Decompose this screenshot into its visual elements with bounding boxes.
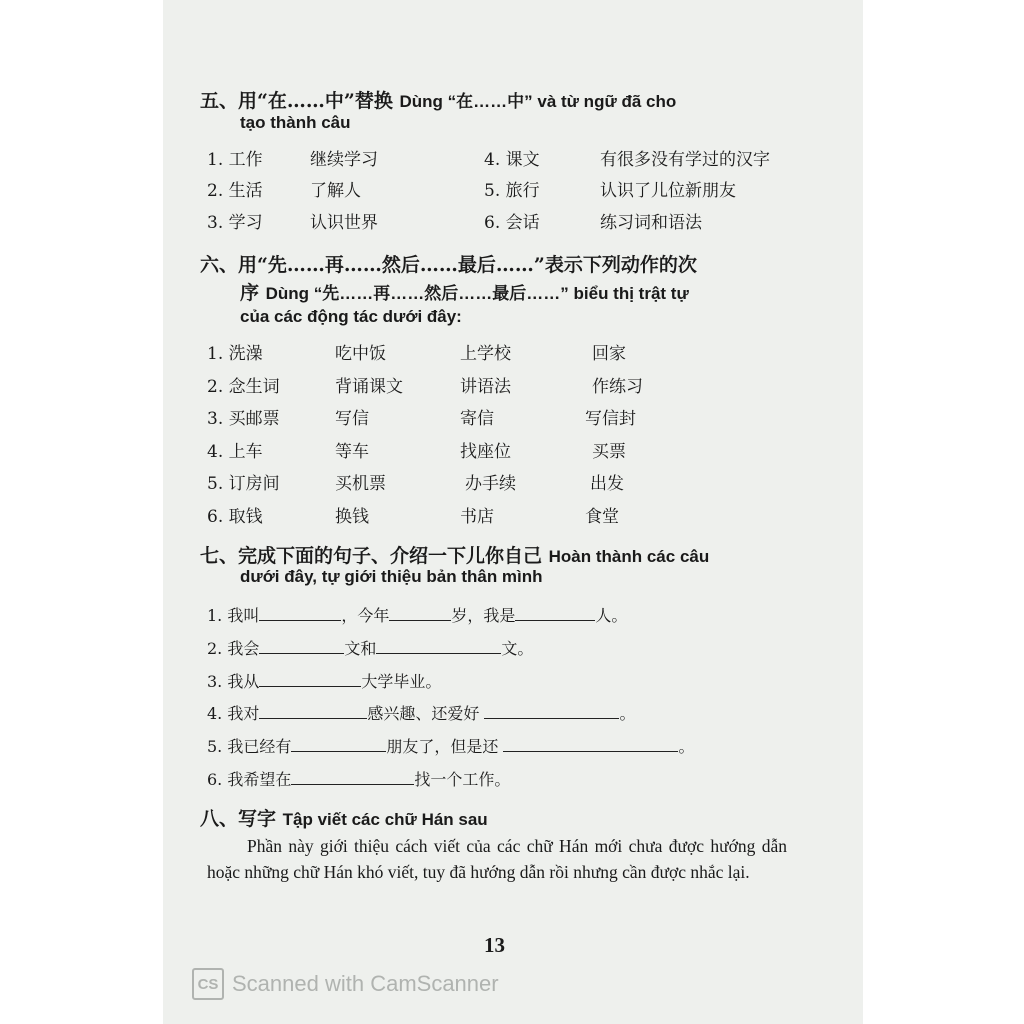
exercise-5-item: 3. 学习 — [207, 213, 263, 233]
exercise-6-item: 办手续 — [465, 474, 516, 495]
exercise-6-item: 买机票 — [335, 474, 386, 495]
sentence-text: 。 — [678, 737, 695, 757]
section-8-paragraph — [207, 834, 787, 885]
section-7-title-vi-cont: dưới đây, tự giới thiệu bản thân mình — [240, 567, 543, 586]
fill-in-blank[interactable] — [515, 606, 595, 621]
exercise-7-sentence — [207, 701, 635, 724]
sentence-text: 5. 我已经有 — [207, 737, 292, 757]
fill-in-blank[interactable] — [389, 606, 451, 621]
exercise-5-item: 6. 会话 — [484, 213, 540, 233]
fill-in-blank[interactable] — [376, 639, 501, 654]
fill-in-blank[interactable] — [259, 639, 344, 654]
exercise-6-item: 上学校 — [460, 344, 511, 364]
watermark-text: Scanned with CamScanner — [232, 971, 499, 996]
exercise-6-item: 食堂 — [585, 507, 619, 527]
exercise-5-item: 认识世界 — [310, 213, 378, 233]
page-number: 13 — [484, 933, 505, 957]
section-5-title-cn: 五、用“在……中”替换 — [200, 90, 393, 112]
exercise-5-item: 练习词和语法 — [600, 213, 702, 233]
exercise-6-item: 6. 取钱 — [207, 507, 263, 527]
section-6-heading-line2 — [240, 278, 689, 305]
sentence-text: 找一个工作。 — [414, 770, 511, 789]
exercise-6-item: 出发 — [590, 474, 624, 495]
exercise-6-item: 找座位 — [460, 441, 511, 462]
paragraph-text: Phần này giới thiệu cách viết của các chữ Hán mới chưa được hướng dẫn hoặc những chữ Hán khó viết, tuy đã hướng dẫn rồi nhưng cần được nhắc lại. — [207, 836, 787, 882]
section-8-heading — [200, 804, 488, 831]
exercise-5-item: 继续学习 — [310, 150, 378, 170]
exercise-6-item: 等车 — [335, 441, 369, 462]
exercise-6-item: 3. 买邮票 — [207, 409, 280, 430]
exercise-6-item: 吃中饭 — [335, 344, 386, 364]
fill-in-blank[interactable] — [484, 704, 619, 719]
exercise-7-sentence — [207, 734, 694, 757]
exercise-6-item: 寄信 — [460, 409, 494, 430]
camscanner-watermark — [192, 968, 499, 1000]
sentence-text: 6. 我希望在 — [207, 770, 292, 789]
section-8-title-cn: 八、写字 — [200, 808, 277, 830]
exercise-6-item: 1. 洗澡 — [207, 344, 263, 364]
section-7-heading — [200, 541, 709, 568]
exercise-6-item: 2. 念生词 — [207, 376, 280, 397]
exercise-6-item: 换钱 — [335, 507, 369, 527]
section-6-title-vi-cont: của các động tác dưới đây: — [240, 307, 462, 326]
sentence-text: 2. 我会 — [207, 638, 260, 658]
sentence-text: 文和 — [344, 638, 377, 658]
exercise-5-item: 有很多没有学过的汉字 — [600, 150, 770, 170]
sentence-text: 人。 — [595, 606, 628, 625]
exercise-5-item: 4. 课文 — [484, 150, 540, 170]
sentence-text: 1. 我叫 — [207, 606, 260, 625]
fill-in-blank[interactable] — [259, 606, 341, 621]
exercise-7-sentence — [207, 636, 533, 659]
exercise-6-item: 书店 — [460, 507, 494, 527]
exercise-7-sentence — [207, 603, 627, 626]
fill-in-blank[interactable] — [259, 704, 367, 719]
sentence-text: 感兴趣、还爱好 — [367, 704, 485, 724]
section-5-title-vi: Dùng “在……中” và từ ngữ đã cho — [399, 92, 677, 111]
exercise-6-item: 作练习 — [592, 376, 643, 397]
exercise-7-sentence — [207, 767, 510, 790]
exercise-6-item: 买票 — [592, 441, 626, 462]
fill-in-blank[interactable] — [291, 770, 414, 785]
fill-in-blank[interactable] — [503, 737, 678, 752]
exercise-6-item: 5. 订房间 — [207, 474, 280, 495]
fill-in-blank[interactable] — [259, 672, 361, 687]
fill-in-blank[interactable] — [291, 737, 386, 752]
exercise-6-item: 写信封 — [585, 409, 636, 430]
sentence-text: ，今年 — [341, 606, 390, 625]
exercise-5-item: 认识了儿位新朋友 — [600, 181, 736, 201]
exercise-6-item: 回家 — [592, 344, 626, 364]
sentence-text: 3. 我从 — [207, 671, 260, 691]
sentence-text: 大学毕业。 — [361, 671, 442, 691]
section-5-heading — [200, 86, 676, 113]
exercise-5-item: 2. 生活 — [207, 181, 263, 201]
exercise-5-item: 了解人 — [310, 181, 361, 201]
camscanner-logo-icon: CS — [192, 968, 224, 1000]
section-5-title-vi-cont: tạo thành câu — [240, 113, 351, 132]
section-6-title-cn-cont: 序 — [240, 282, 260, 304]
sentence-text: 朋友了，但是还 — [386, 737, 504, 757]
exercise-6-item: 背诵课文 — [335, 376, 403, 397]
section-7-title-vi: Hoàn thành các câu — [548, 547, 710, 566]
sentence-text: 文。 — [501, 638, 534, 658]
exercise-6-item: 4. 上车 — [207, 441, 263, 462]
section-7-title-cn: 七、完成下面的句子、介绍一下儿你自己 — [200, 545, 543, 567]
exercise-6-item: 讲语法 — [460, 376, 511, 397]
sentence-text: 。 — [619, 704, 636, 724]
exercise-5-item: 5. 旅行 — [484, 181, 540, 201]
section-6-heading — [200, 250, 697, 277]
exercise-6-item: 写信 — [335, 409, 369, 430]
exercise-7-sentence — [207, 669, 441, 692]
section-8-title-vi: Tập viết các chữ Hán sau — [282, 810, 488, 829]
section-6-title-vi: Dùng “先……再……然后……最后……” biểu thị trật tự — [265, 284, 689, 303]
exercise-5-item: 1. 工作 — [207, 150, 263, 170]
sentence-text: 岁，我是 — [451, 606, 516, 625]
section-6-title-cn: 六、用“先……再……然后……最后……”表示下列动作的次 — [200, 254, 697, 276]
sentence-text: 4. 我对 — [207, 704, 260, 724]
